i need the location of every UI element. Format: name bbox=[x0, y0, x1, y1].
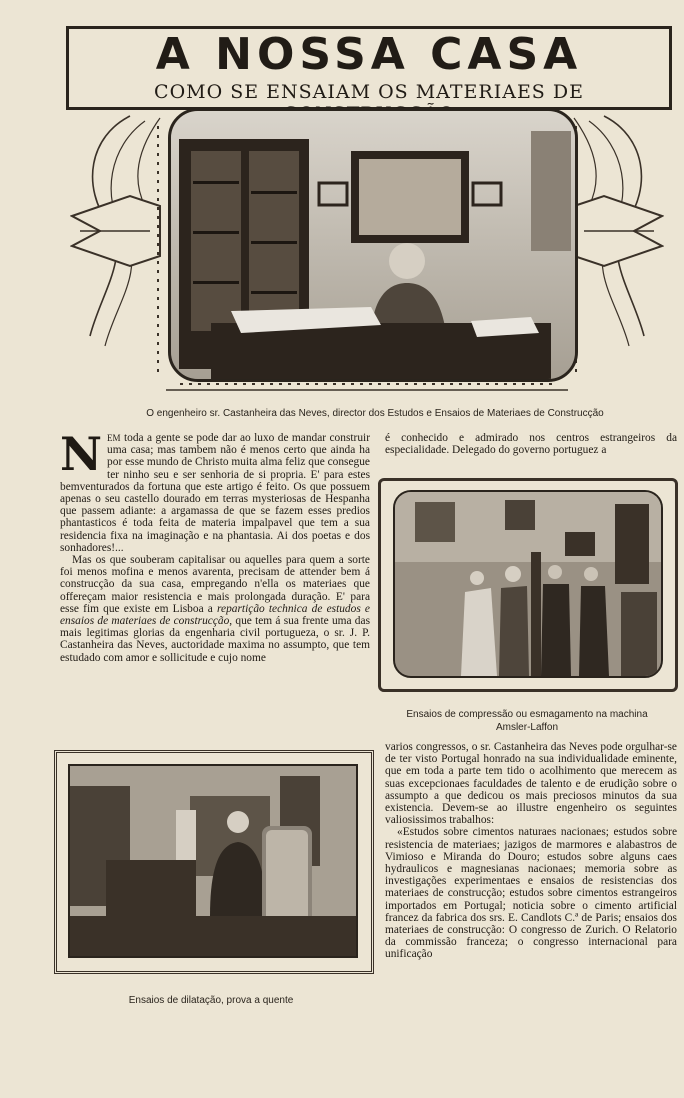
paragraph-2-italic: repartição technica de estudos e ensaios de materiaes de construcção bbox=[60, 602, 370, 628]
dilatation-scene-icon bbox=[70, 766, 356, 956]
caption-compression-line2: Amsler-Laffon bbox=[495, 722, 559, 733]
caption-office: O engenheiro sr. Castanheira das Neves, director dos Estudos e Ensaios de Materiaes de Construcção bbox=[146, 408, 604, 419]
right-top-text: é conhecido e admirado nos centros estrangeiros da especialidade. Delegado do governo portuguez a bbox=[385, 432, 677, 457]
compression-scene-icon bbox=[395, 492, 661, 676]
photo-compression bbox=[393, 490, 663, 678]
caption-dilatation: Ensaios de dilatação, prova a quente bbox=[128, 995, 294, 1006]
office-scene-icon bbox=[171, 111, 575, 379]
article-paragraph-2 bbox=[60, 554, 370, 664]
right-bottom-paragraph-2: «Estudos sobre cimentos naturaes nacionaes; estudos sobre resistencia de materiaes; jazigos de marmores e alabastros de Vimioso e Miranda do Douro; estudos sobre alguns caes hydraulicos e magnesianas nacionaes; memoria sobre as investigações experimentaes e ensaios de resistencias dos materiaes de construcção; estudos sobre cimentos estrangeiros importados em Portugal; noticia sobre o cimento artificial francez da fabrica dos srs. E. Candlots C.ª de Paris; ensaios dos materiaes de construcção: O congresso de Zurich. O Relatorio da commissão franceza; o congresso internacional para unificação bbox=[385, 826, 677, 961]
caption-compression bbox=[380, 708, 674, 734]
article-paragraph-1 bbox=[60, 427, 370, 554]
page-subtitle: COMO SE ENSAIAM OS MATERIAES DE bbox=[154, 81, 584, 103]
photo-office bbox=[168, 108, 578, 382]
paragraph-1-text: toda a gente se pode dar ao luxo de mandar construir uma casa; mas tambem não é menos certo que ainda ha por esse mundo de Christo muita alma feliz que consegue ter ninho seu e ser senhoria de si propria. E' para estes bemventurados da fortuna que este artigo é feito. Os que possuem apenas o seu castello dourado em terras mysteriosas de Hespanha que passem adiante: a argamassa de que se fazem esses predios phantasticos é toda feita de materia impalpavel que tem a sua residencia fixa na imaginação e na phantasia. Ai dos poetas e dos sonhadores!... bbox=[60, 432, 370, 554]
page-title: A NOSSA CASA bbox=[155, 29, 583, 80]
paragraph-2-text-b: , que tem á sua frente uma das mais legitimas glorias da engenharia civil portugueza, o sr. J. P. Castanheira das Neves, auctoridade maxima no assumpto, que tem estudado com amor e sollicitude e cujo nome bbox=[60, 615, 370, 664]
smallcaps-word: EM bbox=[107, 433, 121, 443]
article-column-right-bottom bbox=[385, 741, 677, 1091]
article-column-left bbox=[60, 427, 370, 732]
article-column-right-top bbox=[385, 432, 677, 464]
right-bottom-paragraph-1: varios congressos, o sr. Castanheira das Neves pode orgulhar-se de ter visto Portugal honrado na sua individualidade eminente, que em toda a parte tem tido o acolhimento que merecem as suas excepcionaes faculdades de talento e de erudição sobre o assumpto a que dedicou os mais preciosos minutos da sua existencia. Devem-se ao illustre engenheiro os seguintes valiosissimos trabalhos: bbox=[385, 741, 677, 827]
caption-compression-line1: Ensaios de compressão ou esmagamento na machina bbox=[406, 709, 648, 720]
paragraph-2-text-a: Mas os que souberam capitalisar ou aquelles para quem a sorte foi menos mofina e menos avarenta, precisam de attender bem á construcção da sua casa, empregando n'ella os materiaes que offereçam maior resistencia e mais prolongada duração. E' para esse fim que existe em Lisboa a bbox=[60, 554, 370, 615]
photo-dilatation bbox=[68, 764, 358, 958]
dropcap-letter: N bbox=[60, 427, 103, 481]
title-box bbox=[66, 26, 672, 110]
